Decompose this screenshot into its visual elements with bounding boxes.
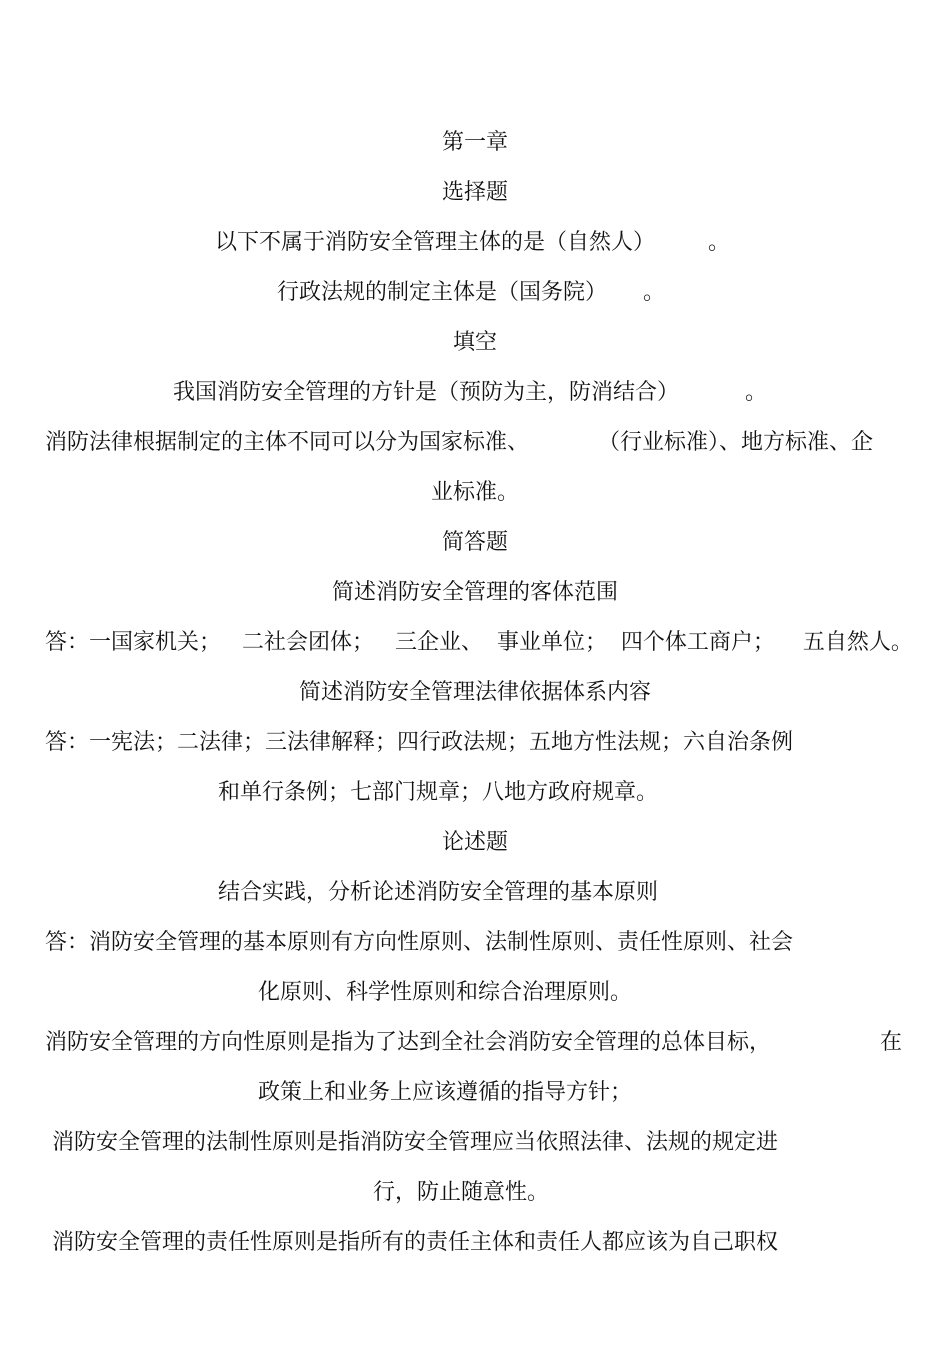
section-heading-fill: 填空 <box>452 330 497 355</box>
question-4-part3: 业标准。 <box>430 480 519 505</box>
question-7: 结合实践，分析论述消防安全管理的基本原则 <box>218 880 659 905</box>
question-3-period: 。 <box>745 380 768 405</box>
paragraph-1-line2: 政策上和业务上应该遵循的指导方针； <box>258 1080 633 1105</box>
paragraph-1-line1: 消防安全管理的方向性原则是指为了达到全社会消防安全管理的总体目标， <box>45 1030 772 1055</box>
question-4-part2: （行业标准）、地方标准、企 <box>598 430 874 455</box>
answer-7-line1: 答：消防安全管理的基本原则有方向性原则、法制性原则、责任性原则、社会 <box>45 930 794 955</box>
section-heading-choice: 选择题 <box>441 180 508 205</box>
question-2-period: 。 <box>643 280 666 305</box>
question-4-part1: 消防法律根据制定的主体不同可以分为国家标准、 <box>45 430 530 455</box>
question-1: 以下不属于消防安全管理主体的是（自然人） <box>215 230 656 255</box>
answer-7-line2: 化原则、科学性原则和综合治理原则。 <box>258 980 633 1005</box>
paragraph-3-line1: 消防安全管理的责任性原则是指所有的责任主体和责任人都应该为自己职权 <box>52 1230 779 1255</box>
answer-5: 答：一国家机关； 二社会团体； 三企业、 事业单位； 四个体工商户； 五自然人。 <box>45 630 913 655</box>
paragraph-1-line1-end: 在 <box>880 1030 903 1055</box>
paragraph-2-line2: 行，防止随意性。 <box>373 1180 550 1205</box>
question-5: 简述消防安全管理的客体范围 <box>331 580 618 605</box>
answer-6-line1: 答：一宪法；二法律；三法律解释；四行政法规；五地方性法规；六自治条例 <box>45 730 794 755</box>
question-3: 我国消防安全管理的方针是（预防为主，防消结合） <box>173 380 680 405</box>
answer-6-line2: 和单行条例；七部门规章；八地方政府规章。 <box>218 780 659 805</box>
question-2: 行政法规的制定主体是（国务院） <box>277 280 608 305</box>
section-heading-short: 简答题 <box>441 530 508 555</box>
question-6: 简述消防安全管理法律依据体系内容 <box>298 680 651 705</box>
paragraph-2-line1: 消防安全管理的法制性原则是指消防安全管理应当依照法律、法规的规定进 <box>52 1130 779 1155</box>
question-1-period: 。 <box>708 230 731 255</box>
chapter-heading: 第一章 <box>441 130 508 155</box>
section-heading-essay: 论述题 <box>441 830 508 855</box>
